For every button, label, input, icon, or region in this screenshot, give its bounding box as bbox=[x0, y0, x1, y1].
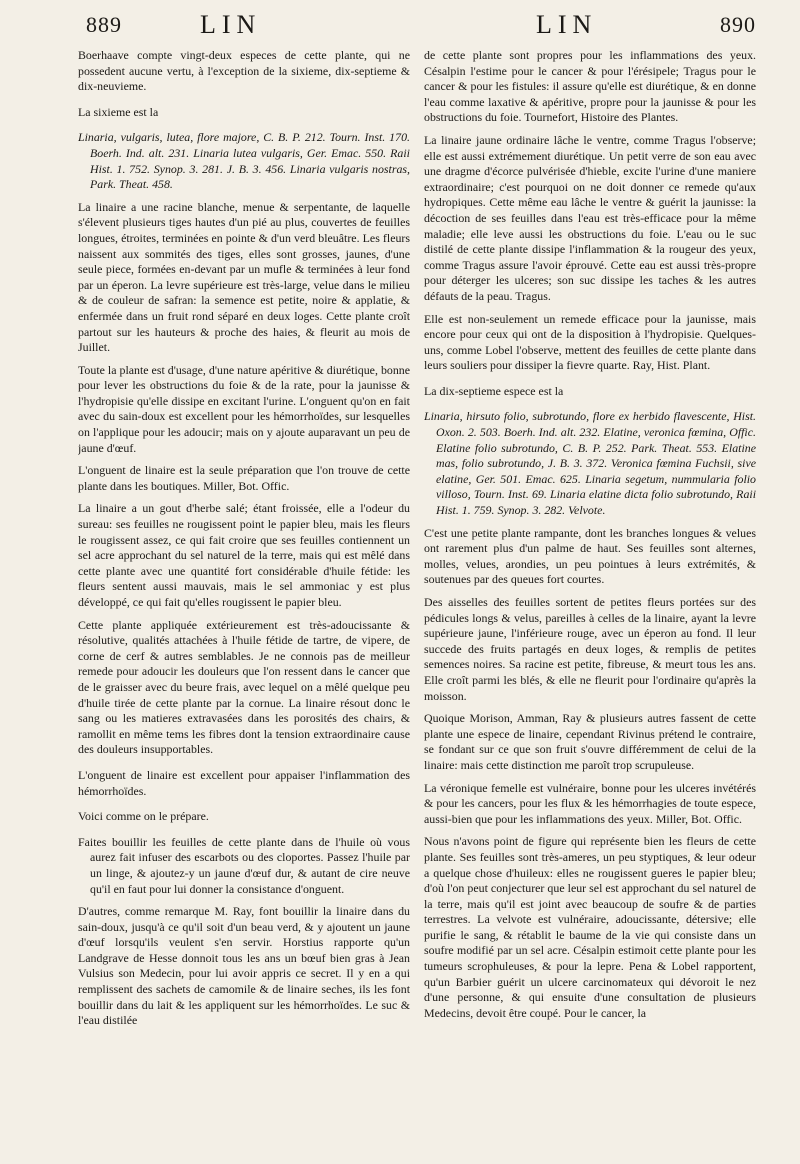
paragraph: Des aisselles des feuilles sortent de petites fleurs portées sur des pédicules longs & velus, pareilles à celles de la linaire, ayant la levre supérieure jaune, l'inférieure rouge, avec un éperon au fond. Il leur succede des fruits partagés en deux loges, & remplis de petites semences noires. Sa racine est petite, fibreuse, & meurt tous les ans. Elle croît parmi les blés, & elle ne fleurit pour l'ordinaire qu'après la moisson. bbox=[424, 595, 756, 703]
species-heading: La dix-septieme espece est la bbox=[424, 383, 564, 398]
recipe-text: Faites bouillir les feuilles de cette plante dans de l'huile où vous aurez fait infuser des escarbots ou des cloportes. Passez l'huile par un linge, & ajoutez-y un jaune d'œuf dur, & autant de cire neuve qu'il en faut pour lui donner la consistance d'onguent. bbox=[78, 834, 410, 896]
left-running-head: LIN bbox=[200, 10, 262, 39]
paragraph: Nous n'avons point de figure qui représente bien les fleurs de cette plante. Ses feuilles sont très-ameres, un peu styptiques, & leur odeur a quelque chose d'huileux: elles ne rougissent gueres le papier bleu; d'où l'on peut conjecturer que leur sel est approchant du sel naturel de la terre, mais qu'il est joint avec beaucoup de soufre & de parties terrestres. La velvote est vulnéraire, adoucissante, détersive; elle purifie le sang, & rétablit le baume de la vie qui consiste dans un soufre modifié par un sel acre. Césalpin estimoit cette plante pour les tumeurs scrophuleuses, & pour la lepre. Pena & Lobel rapportent, qu'un Barbier guérit un ulcere carcinomateux qui dévoroit le nez d'une personne, & qui ensuite d'une consultation de plusieurs Medecins, devoit être coupé. Pour le cancer, la bbox=[424, 834, 756, 1020]
paragraph: Elle est non-seulement un remede efficace pour la jaunisse, mais encore pour ceux qui ont de la disposition à l'hydropisie. Quelques-uns, comme Lobel l'observe, mettent des feuilles de cette plante dans leurs souliers pour dissiper la fievre quarte. Ray, Hist. Plant. bbox=[424, 311, 756, 373]
species-heading: La sixieme est la bbox=[78, 104, 159, 119]
left-page-number: 889 bbox=[86, 12, 122, 37]
page-header bbox=[78, 10, 756, 48]
paragraph: La linaire a une racine blanche, menue & serpentante, de laquelle s'élevent plusieurs tiges hautes d'un pié au plus, couvertes de feuilles longues, étroites, terminées en pointe & d'un verd bleuâtre. Les fleurs naissent aux sommités des tiges, elles sont grosses, jaunes, d'une seule piece, formées en-devant par un mufle & terminées à leur fond par un éperon. La levre supérieure est très-large, velue dans le milieu & de couleur de safran: la semence est petite, noire & applatie, & enfermée dans un fruit rond séparé en deux loges. Cette plante croît partout sur les hauteurs & proche des haies, & fleurit au mois de Juillet. bbox=[78, 199, 410, 355]
paragraph: Toute la plante est d'usage, d'une nature apéritive & diurétique, bonne pour lever les obstructions du foie & de la rate, pour la jaunisse & l'hydropisie qu'elle dissipe en excitant l'urine. L'onguent qu'on en fait avec du sain-doux est excellent pour les hémorrhoïdes, sur lesquelles on l'applique pour les adoucir; mais on y ajoute auparavant un peu de jaune d'œuf. bbox=[78, 362, 410, 455]
left-column bbox=[78, 48, 410, 1156]
paragraph: Boerhaave compte vingt-deux especes de cette plante, qui ne possedent aucune vertu, à l'exception de la sixieme, dix-septieme & dix-neuvieme. bbox=[78, 48, 410, 94]
paragraph: L'onguent de linaire est excellent pour appaiser l'inflammation des hémorrhoïdes. bbox=[78, 767, 410, 798]
paragraph: La linaire a un gout d'herbe salé; étant froissée, elle a l'odeur du sureau: ses feuilles ne rougissent point le papier bleu, mais les fleurs le rougissent assez, ce qui fait croire que ses feuilles contiennent un sel acre approchant du sel naturel de la terre, mais qui est mêlé dans cette plante avec une quantité fort considérable d'huile fétide: les fleurs sentent aussi mauvais, mais le sel ammoniac y est plus développé, ce qui fait qu'elles rougissent le papier bleu. bbox=[78, 501, 410, 609]
species-synonyms: Linaria, hirsuto folio, subrotundo, flore ex herbido flavescente, Hist. Oxon. 2. 503. Boerh. Ind. alt. 232. Elatine, veronica fœmina, Offic. Elatine folio subrotundo, C. B. P. 252. Park. Theat. 553. Elatine mas, folio subrotundo, J. B. 3. 372. Veronica fœmina Fuchsii, sive elatine, Ger. 501. Emac. 625. Linaria segetum, nummularia folio villoso, Tourn. Inst. 69. Linaria elatine dicta folio subrotundo, Raii Hist. 1. 759. Synop. 3. 282. Velvote. bbox=[424, 409, 756, 518]
paragraph: C'est une petite plante rampante, dont les branches longues & velues ont rarement plus d'un palme de haut. Ses feuilles sont alternes, molles, velues, arondies, un peu pointues à leurs extrémités, & soutenues par des queues fort courtes. bbox=[424, 525, 756, 587]
right-running-head: LIN bbox=[536, 10, 598, 39]
paragraph: La linaire jaune ordinaire lâche le ventre, comme Tragus l'observe; elle est aussi extrémement diurétique. Un petit verre de son eau avec une dragme d'écorce pulvérisée d'hieble, excite l'urine d'une maniere extraordinaire; c'est pourquoi on ne doit donner ce remede qu'aux hydropiques. Cette même eau lâche le ventre & guérit la jaunisse: la décoction de ses feuilles dans l'eau est très-efficace pour la même maladie; elle leve aussi les obstructions du foie. L'eau ou le suc distilé de cette plante dissipe l'inflammation & la rougeur des yeux, comme Tragus assure l'avoir éprouvé. Cette eau est aussi très-propre pour déterger les ulceres; son suc dissipe les taches & les autres défauts de la peau. Tragus. bbox=[424, 132, 756, 303]
paragraph: de cette plante sont propres pour les inflammations des yeux. Césalpin l'estime pour le cancer & pour l'érésipele; Tragus pour le cancer & pour les fistules: il assure qu'elle est diurétique, & en donne l'eau comme laxative & apéritive, propre pour la jaunisse & pour les obstructions du foie. Tournefort, Histoire des Plantes. bbox=[424, 48, 756, 125]
paragraph: D'autres, comme remarque M. Ray, font bouillir la linaire dans du sain-doux, jusqu'à ce qu'il soit d'un beau verd, & y ajoutent un jaune d'œuf lorsqu'ils veulent s'en servir. Horstius rapporte qu'un Landgrave de Hesse donnoit tous les ans un bœuf bien gras à Jean Vulsius son Medecin, pour lui avoir appris ce secret. Il y en a qui remplissent des sachets de camomile & de linaire seches, ils les font bouillir dans du lait & les appliquent sur les hémorrhoïdes. Le suc & l'eau distilée bbox=[78, 904, 410, 1028]
paragraph: Quoique Morison, Amman, Ray & plusieurs autres fassent de cette plante une espece de linaire, cependant Rivinus prétend le contraire, se fondant sur ce que son fruit s'ouvre différemment de celui de la linaire: mais cette distinction me paroît trop scrupuleuse. bbox=[424, 711, 756, 772]
recipe-heading: Voici comme on le prépare. bbox=[78, 809, 209, 824]
right-page-number: 890 bbox=[720, 12, 756, 37]
species-synonyms: Linaria, vulgaris, lutea, flore majore, C. B. P. 212. Tourn. Inst. 170. Boerh. Ind. alt. 231. Linaria lutea vulgaris, Ger. Emac. 550. Raii Hist. 1. 752. Synop. 3. 281. J. B. 3. 456. Linaria vulgaris nostras, Park. Theat. 458. bbox=[78, 130, 410, 192]
text-columns bbox=[78, 48, 756, 1156]
right-column bbox=[424, 48, 756, 1156]
paragraph: La véronique femelle est vulnéraire, bonne pour les ulceres invétérés & pour les cancers, pour les flux & les hémorrhagies de toute espece, aussi-bien que pour les inflammations des yeux. Miller, Bot. Offic. bbox=[424, 780, 756, 826]
paragraph: L'onguent de linaire est la seule préparation que l'on trouve de cette plante dans les boutiques. Miller, Bot. Offic. bbox=[78, 463, 410, 493]
paragraph: Cette plante appliquée extérieurement est très-adoucissante & résolutive, qualités attachées à l'huile fétide de tartre, de vipere, de corne de cerf & autres semblables. Je ne connois pas de meilleur remede pour adoucir les douleurs que l'on ressent dans le cancer que de le graisser avec du beure frais, avec lequel on a mêlé quelque peu d'huile tirée de cette plante par la cornue. La linaire résout donc le sang ou les matieres extravasées dans les porosités des chairs, & ramollit en même tems les fibres dont la tension extraordinaire cause des douleurs insupportables. bbox=[78, 617, 410, 757]
